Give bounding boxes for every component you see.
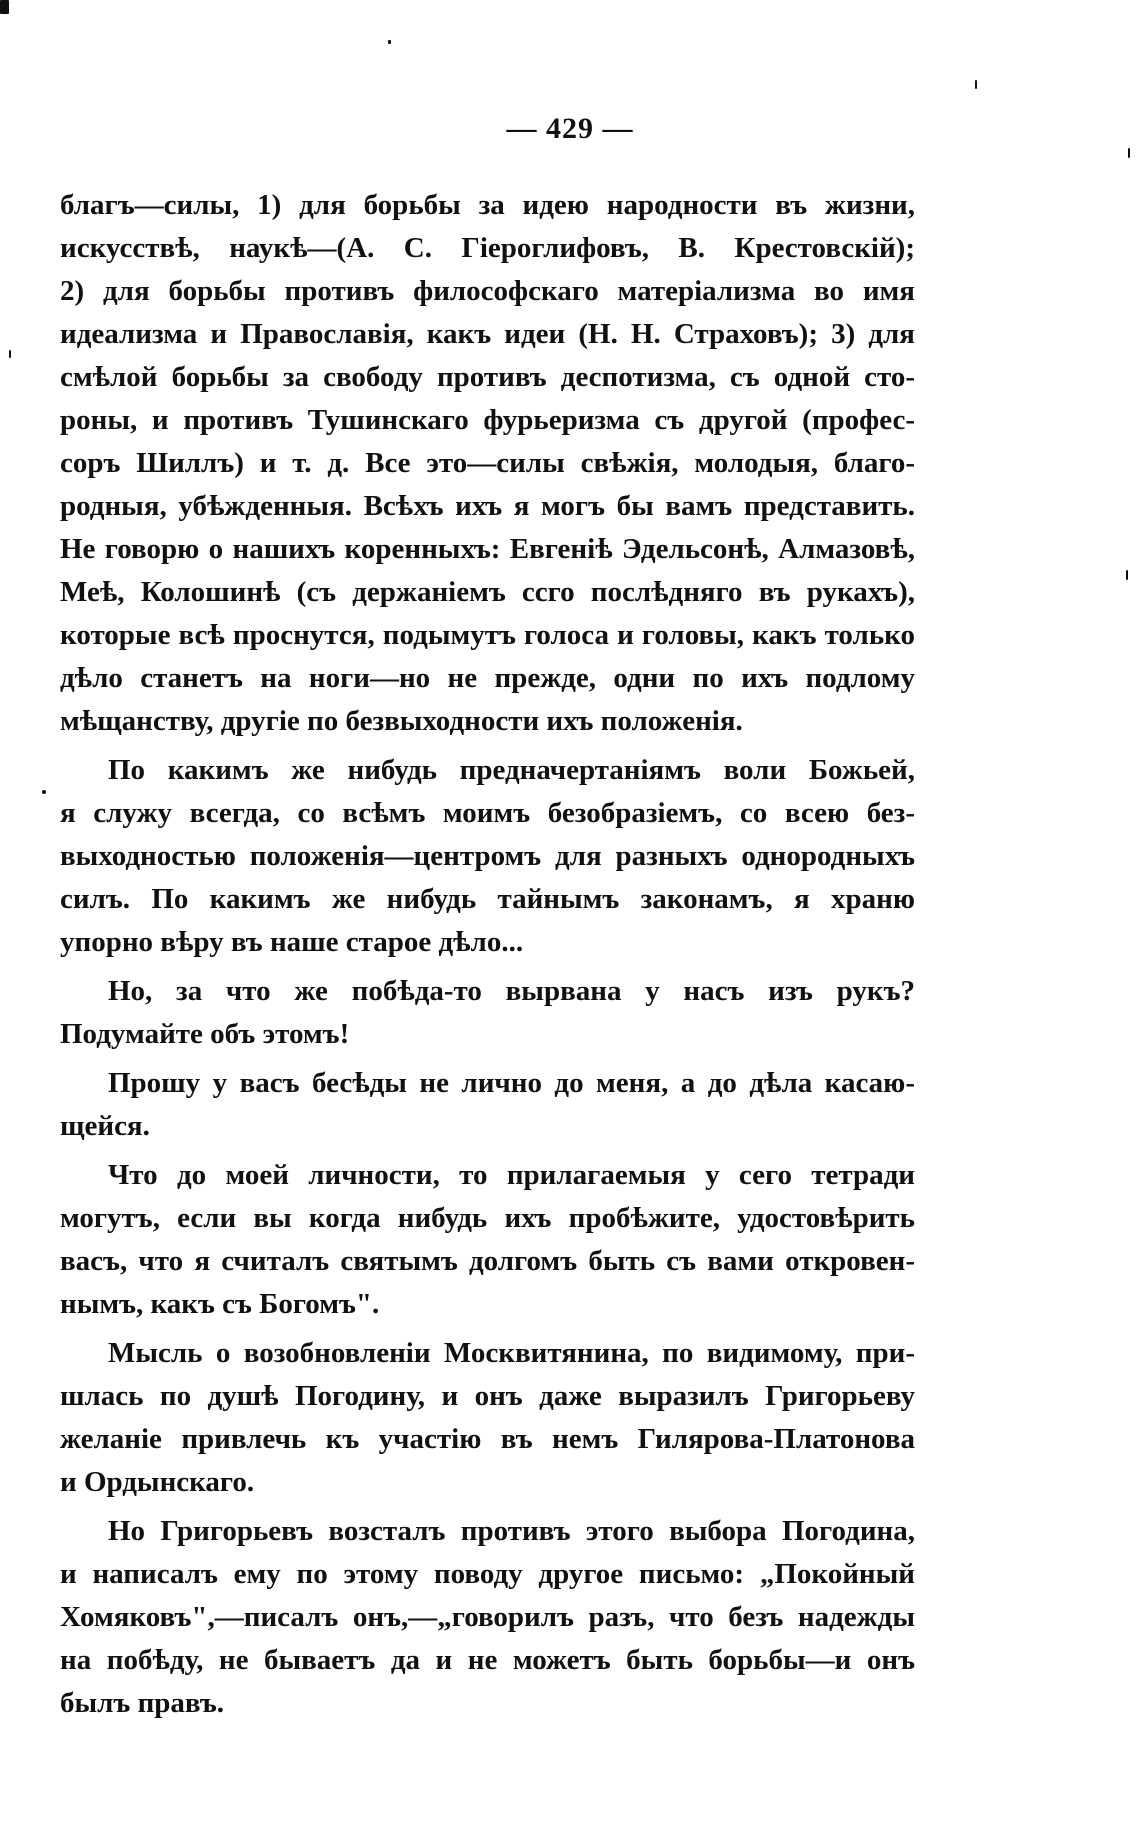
text-line: и Ордынскаго.	[60, 1466, 255, 1498]
scan-artifact	[9, 350, 11, 358]
text-line: на побѣду, не бываетъ да и не можетъ быть борьбы—и онъ	[60, 1644, 915, 1676]
text-line: силъ. По какимъ же нибудь тайнымъ законамъ, я храню	[60, 883, 915, 915]
scan-artifact	[0, 0, 9, 14]
text-line: желаніе привлечь къ участію въ немъ Гилярова-Платонова	[60, 1423, 915, 1455]
text-line: я служу всегда, со всѣмъ моимъ безобразіемъ, со всею без-	[60, 797, 915, 829]
text-line: роны, и противъ Тушинскаго фурьеризма съ другой (профес-	[60, 404, 915, 436]
text-line: Но Григорьевъ возсталъ противъ этого выбора Погодина,	[108, 1515, 915, 1547]
text-line: щейся.	[60, 1110, 150, 1142]
text-line: выходностью положенія—центромъ для разныхъ однородныхъ	[60, 840, 915, 872]
scan-artifact	[1126, 570, 1128, 580]
text-line: Но, за что же побѣда-то вырвана у насъ изъ рукъ?	[108, 975, 915, 1007]
text-line: искусствѣ, наукѣ—(А. С. Гіероглифовъ, В. Крестовскій);	[60, 232, 915, 264]
scan-artifact	[1128, 148, 1130, 158]
text-line: Меѣ, Колошинѣ (съ держаніемъ ссго послѣдняго въ рукахъ),	[60, 576, 915, 608]
paragraph	[60, 1332, 915, 1504]
text-line: шлась по душѣ Погодину, и онъ даже выразилъ Григорьеву	[60, 1380, 915, 1412]
text-line: Прошу у васъ бесѣды не лично до меня, а до дѣла касаю-	[108, 1067, 915, 1099]
text-line: дѣло станетъ на ноги—но не прежде, одни по ихъ подлому	[60, 662, 915, 694]
text-line: могутъ, если вы когда нибудь ихъ пробѣжите, удостовѣрить	[60, 1202, 915, 1234]
text-line: смѣлой борьбы за свободу противъ деспотизма, съ одной сто-	[60, 361, 915, 393]
scan-artifact	[388, 40, 391, 44]
paragraph	[60, 184, 915, 743]
text-line: нымъ, какъ съ Богомъ".	[60, 1288, 380, 1320]
text-line: Хомяковъ",—писалъ онъ,—„говорилъ разъ, что безъ надежды	[60, 1601, 915, 1633]
text-line: васъ, что я считалъ святымъ долгомъ быть съ вами откровен-	[60, 1245, 915, 1277]
paragraph	[60, 749, 915, 964]
scan-artifact	[42, 790, 46, 794]
scan-artifact	[975, 80, 977, 89]
text-line: идеализма и Православія, какъ идеи (Н. Н. Страховъ); 3) для	[60, 318, 915, 350]
text-line: благъ—силы, 1) для борьбы за идею народности въ жизни,	[60, 189, 915, 221]
text-line: родныя, убѣжденныя. Всѣхъ ихъ я могъ бы вамъ представить.	[60, 490, 915, 522]
text-line: мѣщанству, другіе по безвыходности ихъ положенія.	[60, 705, 743, 737]
paragraph	[60, 1062, 915, 1148]
text-line: Что до моей личности, то прилагаемыя у сего тетради	[108, 1159, 915, 1191]
text-line: 2) для борьбы противъ философскаго матеріализма во имя	[60, 275, 915, 307]
text-line: и написалъ ему по этому поводу другое письмо: „Покойный	[60, 1558, 915, 1590]
text-line: Подумайте объ этомъ!	[60, 1018, 350, 1050]
paragraph	[60, 1154, 915, 1326]
text-line: которые всѣ проснутся, подымутъ голоса и головы, какъ только	[60, 619, 915, 651]
page-number: — 429 —	[506, 112, 634, 145]
text-line: Не говорю о нашихъ коренныхъ: Евгеніѣ Эдельсонѣ, Алмазовѣ,	[60, 533, 915, 565]
text-line: былъ правъ.	[60, 1687, 225, 1719]
text-line: упорно вѣру въ наше старое дѣло...	[60, 926, 524, 958]
text-line: Мысль о возобновленіи Москвитянина, по видимому, при-	[108, 1337, 915, 1369]
paragraph	[60, 1510, 915, 1725]
paragraph	[60, 970, 915, 1056]
body-text	[60, 184, 915, 1725]
text-line: По какимъ же нибудь предначертаніямъ воли Божьей,	[108, 754, 915, 786]
text-line: соръ Шиллъ) и т. д. Все это—силы свѣжія, молодыя, благо-	[60, 447, 915, 479]
